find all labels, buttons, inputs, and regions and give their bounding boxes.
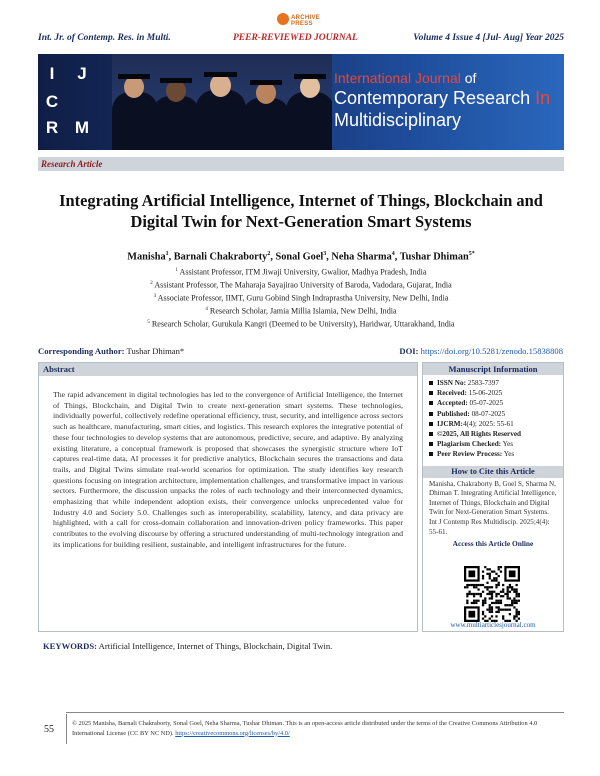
banner-line2-suffix: In (535, 88, 551, 108)
cite-heading: How to Cite this Article (423, 466, 563, 478)
banner-line3: Multidisciplinary (334, 110, 462, 130)
license-footer: © 2025 Manisha, Barnali Chakraborty, Sonal Goel, Neha Sharma, Tushar Dhiman. This is an open-access article distributed under the terms of the Creative Commons Attribution 4.0 International License (CC BY NC ND). https://creativecommons.org/licenses/by/4.0/ (72, 720, 538, 737)
manuscript-item: Accepted: 05-07-2025 (429, 398, 563, 408)
banner-line1-suffix: of (460, 70, 477, 86)
doi-link[interactable]: https://doi.org/10.5281/zenodo.15838808 (420, 346, 563, 356)
qr-code-icon[interactable] (464, 566, 520, 622)
page-number: 55 (44, 724, 54, 735)
running-head (38, 33, 564, 47)
manuscript-item: Received: 15-06-2025 (429, 388, 563, 398)
peer-reviewed-label: PEER-REVIEWED JOURNAL (233, 33, 358, 43)
manuscript-item: ©2025, All Rights Reserved (429, 429, 563, 439)
affiliation-item: $^5$ Research Scholar, Gurukula Kangri (Deemed to be University), Haridwar, Uttarakhand, India (147, 319, 455, 329)
doi: DOI: https://doi.org/10.5281/zenodo.15838808 (399, 346, 563, 356)
corresponding-author: Corresponding Author: Tushar Dhiman* (38, 346, 185, 356)
monogram-letter: I (49, 64, 55, 83)
graduates-photo (112, 54, 332, 150)
license-link[interactable]: https://creativecommons.org/licenses/by/4.0/ (175, 729, 290, 737)
access-heading: Access this Article Online (452, 539, 534, 549)
manuscript-list (423, 375, 563, 460)
journal-banner (38, 54, 564, 150)
journal-url[interactable]: www.multiarticlesjournal.com (450, 621, 536, 629)
abstract-heading: Abstract (39, 363, 417, 376)
manuscript-sidebar (422, 362, 564, 632)
paper-title: Integrating Artificial Intelligence, Internet of Things, Blockchain and Digital Twin for Next-Generation Smart Systems (59, 191, 543, 231)
logo-text: ARCHIVE PRESS (291, 15, 321, 27)
monogram-letter: R (45, 118, 59, 137)
author-name: Barnali Chakraborty (173, 251, 268, 263)
journal-abbrev: Int. Jr. of Contemp. Res. in Multi. (38, 33, 171, 43)
monogram-letter: C (45, 92, 59, 111)
abstract-text: The rapid advancement in digital technologies has led to the convergence of Artificial Intelligence, the Internet of Things, Blockchain, and Digital Twin to create next-generation smart systems. These technologies, individually powerful, collectively redefine operational efficiency, trust, security, and intelligence across sectors such as healthcare, manufacturing, smart cities, and logistics. This research explores the integrative potential of these four technologies to develop systems that are autonomous, predictive, secure, and adaptive. By analyzing existing literature, a conceptual framework is proposed that showcases the synergistic structure where IoT captures real-time data, AI processes it for predictive analytics, Blockchain secures the transactions and data trails, and Digital Twins simulate real-world scenarios for optimization. The study identifies key research questions focusing on integration architecture, implementation challenges, and transformative impact in various sectors. Furthermore, the discussion unpacks the roles of each technology and their interconnected dynamics, emphasizing that while independent adoption exists, their convergence unlocks unprecedented value for Industry 4.0 and Society 5.0. Challenges such as interoperability, scalability, latency, and data privacy are highlighted, with a call for cross-domain collaboration and innovation-driven policy frameworks. This paper contributes to the evolving discourse by offering a structured understanding of multi-technology integration and its implications for building resilient, sustainable, and intelligent infrastructures for the future. (53, 390, 403, 549)
manuscript-heading: Manuscript Information (423, 363, 563, 375)
author-name: Neha Sharma (331, 251, 392, 263)
banner-line2: Contemporary Research (334, 88, 536, 108)
affiliation-item: $^2$ Assistant Professor, The Maharaja Sayajirao University of Baroda, Vadodara, Gujarat, India (150, 280, 452, 290)
author-name: Manisha (127, 251, 166, 263)
monogram-letter: J (77, 64, 87, 83)
manuscript-item: ISSN No: 2583-7397 (429, 378, 563, 388)
footer-vertical-divider (66, 714, 67, 744)
author-name: Sonal Goel (275, 251, 324, 263)
cite-text: Manisha, Chakraborty B, Goel S, Sharma N, Dhiman T. Integrating Artificial Intelligence, Internet of Things, Blockchain and Digital Twin for Next-Generation Smart Systems. Int J Contemp Res Multidiscip. 2025;4(4): 55-61. (429, 479, 557, 536)
affiliation-item: $^1$ Assistant Professor, ITM Jiwaji University, Gwalior, Madhya Pradesh, India (175, 267, 427, 277)
logo-icon (277, 13, 289, 25)
abstract-box (38, 362, 418, 632)
manuscript-item: Peer Review Process: Yes (429, 449, 563, 459)
affiliation-item: $^4$ Research Scholar, Jamia Millia Islamia, New Delhi, India (205, 306, 397, 316)
footer-divider (66, 712, 564, 713)
publisher-logo (277, 11, 325, 27)
author-list: Manisha$^1$, Barnali Chakraborty$^2$, Sonal Goel$^3$, Neha Sharma$^4$, Tushar Dhiman$^{5*}$ (127, 251, 475, 263)
manuscript-item: IJCRM:4(4); 2025: 55-61 (429, 419, 563, 429)
affiliations (38, 265, 564, 329)
volume-issue: Volume 4 Issue 4 [Jul- Aug] Year 2025 (413, 33, 564, 43)
affiliation-item: $^3$ Associate Professor, IIMT, Guru Gobind Singh Indraprastha University, New Delhi, India (153, 293, 449, 303)
banner-line1: International Journal (334, 70, 461, 86)
keywords: KEYWORDS: Artificial Intelligence, Internet of Things, Blockchain, Digital Twin. (43, 641, 333, 651)
manuscript-item: Plagiarism Checked: Yes (429, 439, 563, 449)
author-name: Tushar Dhiman (399, 251, 469, 263)
monogram-letter: M (74, 118, 90, 137)
ijcrm-monogram (42, 64, 106, 144)
article-type: Research Article (38, 157, 564, 171)
manuscript-item: Published: 08-07-2025 (429, 409, 563, 419)
